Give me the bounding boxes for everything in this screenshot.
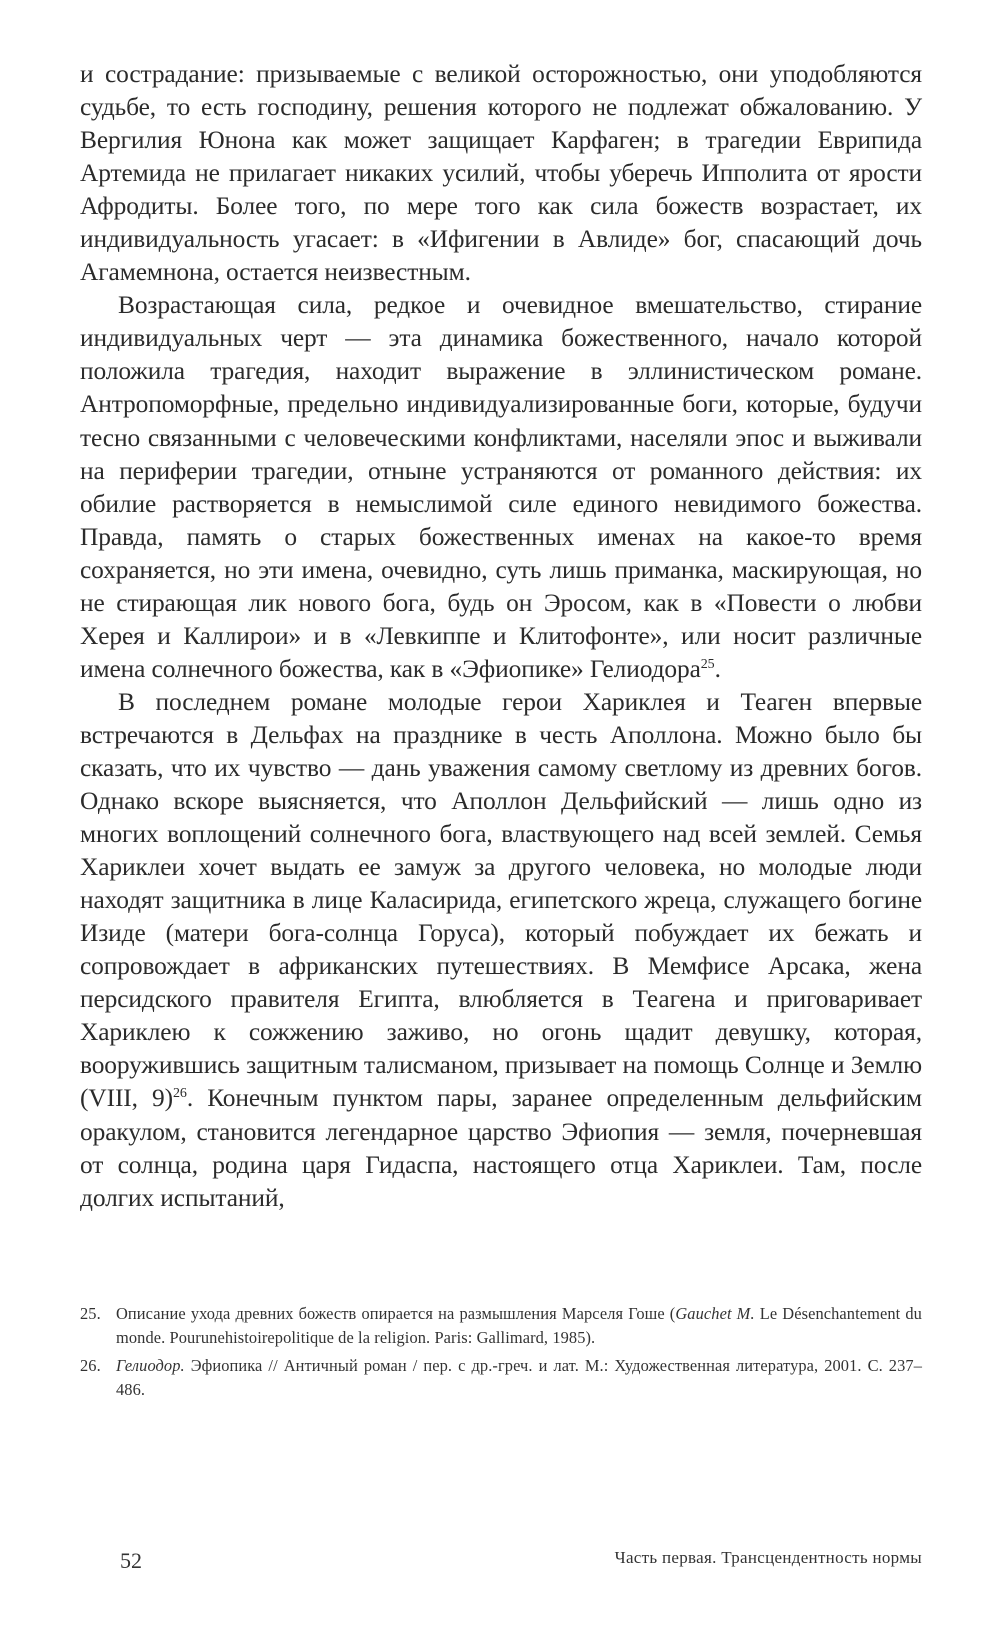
footnote-text: Le Désenchantement du monde. Pourunehistoirepolitique de la religion. Paris: Gallimard, 1985). [116, 1304, 922, 1347]
footnote-25 [80, 1302, 922, 1350]
paragraph-3-text-a: В последнем романе молодые герои Хариклея и Теаген впервые встречаются в Дельфах на празднике в честь Аполлона. Можно было бы сказать, что их чувство — дань уважения самому светлому из древних богов. Однако вскоре выясняется, что Аполлон Дельфийский — лишь одно из многих воплощений солнечного бога, властвующего над всей землей. Семья Хариклеи хочет выдать ее замуж за другого человека, но молодые люди находят защитника в лице Каласирида, египетского жреца, служащего богине Изиде (матери бога-солнца Горуса), который побуждает их бежать и сопровождает в африканских путешествиях. В Мемфисе Арсака, жена персидского правителя Египта, влюбляется в Теагена и приговаривает Хариклею к сожжению заживо, но огонь щадит девушку, которая, вооружившись защитным талисманом, призывает на помощь Солнце и Землю (VIII, 9) [80, 687, 922, 1113]
footnote-ref-25[interactable]: 25 [700, 656, 715, 672]
paragraph-3 [80, 686, 922, 1215]
footnote-author: Gauchet M. [675, 1304, 755, 1323]
paragraph-1 [80, 58, 922, 289]
footnote-text: Эфиопика // Античный роман / пер. с др.-греч. и лат. М.: Художественная литература, 2001. С. 237–486. [116, 1356, 922, 1399]
paragraph-3-text-b: . Конечным пунктом пары, заранее определенным дельфийским оракулом, становится легендарное царство Эфиопия — земля, почерневшая от солнца, родина царя Гидаспа, настоящего отца Хариклеи. Там, после долгих испытаний, [80, 1084, 922, 1212]
footnote-number: 26. [80, 1356, 101, 1375]
footnote-number: 25. [80, 1304, 101, 1323]
paragraph-2-end: . [714, 654, 721, 683]
footnote-ref-26[interactable]: 26 [173, 1086, 187, 1102]
footnote-text: Описание ухода древних божеств опирается на размышления Марселя Гоше ( [116, 1304, 676, 1323]
paragraph-2 [80, 289, 922, 686]
paragraph-1-text: и сострадание: призываемые с великой осторожностью, они уподобляются судьбе, то есть господину, решения которого не подлежат обжалованию. У Вергилия Юнона как может защищает Карфаген; в трагедии Еврипида Артемида не прилагает никаких усилий, чтобы уберечь Ипполита от ярости Афродиты. Более того, по мере того как сила божеств возрастает, их индивидуальность угасает: в «Ифигении в Авлиде» бог, спасающий дочь Агамемнона, остается неизвестным. [80, 60, 922, 287]
paragraph-2-text: Возрастающая сила, редкое и очевидное вмешательство, стирание индивидуальных черт — эта динамика божественного, начало которой положила трагедия, находит выражение в эллинистическом романе. Антропоморфные, предельно индивидуализированные боги, которые, будучи тесно связанными с человеческими конфликтами, населяли эпос и выживали на периферии трагедии, отныне устраняются от романного действия: их обилие растворяется в немыслимой силе единого невидимого божества. Правда, память о старых божественных именах на какое-то время сохраняется, но эти имена, очевидно, суть лишь приманка, маскирующая, но не стирающая лик нового бога, будь он Эросом, как в «Повести о любви Херея и Каллирои» и в «Левкиппе и Клитофонте», или носит различные имена солнечного божества, как в «Эфиопике» Гелиодора [80, 291, 922, 683]
page-number: 52 [120, 1548, 142, 1573]
main-text [80, 58, 922, 1215]
footnote-author: Гелиодор. [116, 1356, 185, 1375]
footnote-26 [80, 1354, 922, 1402]
running-head: Часть первая. Трансцендентность нормы [614, 1548, 922, 1567]
footnotes [80, 1302, 922, 1406]
